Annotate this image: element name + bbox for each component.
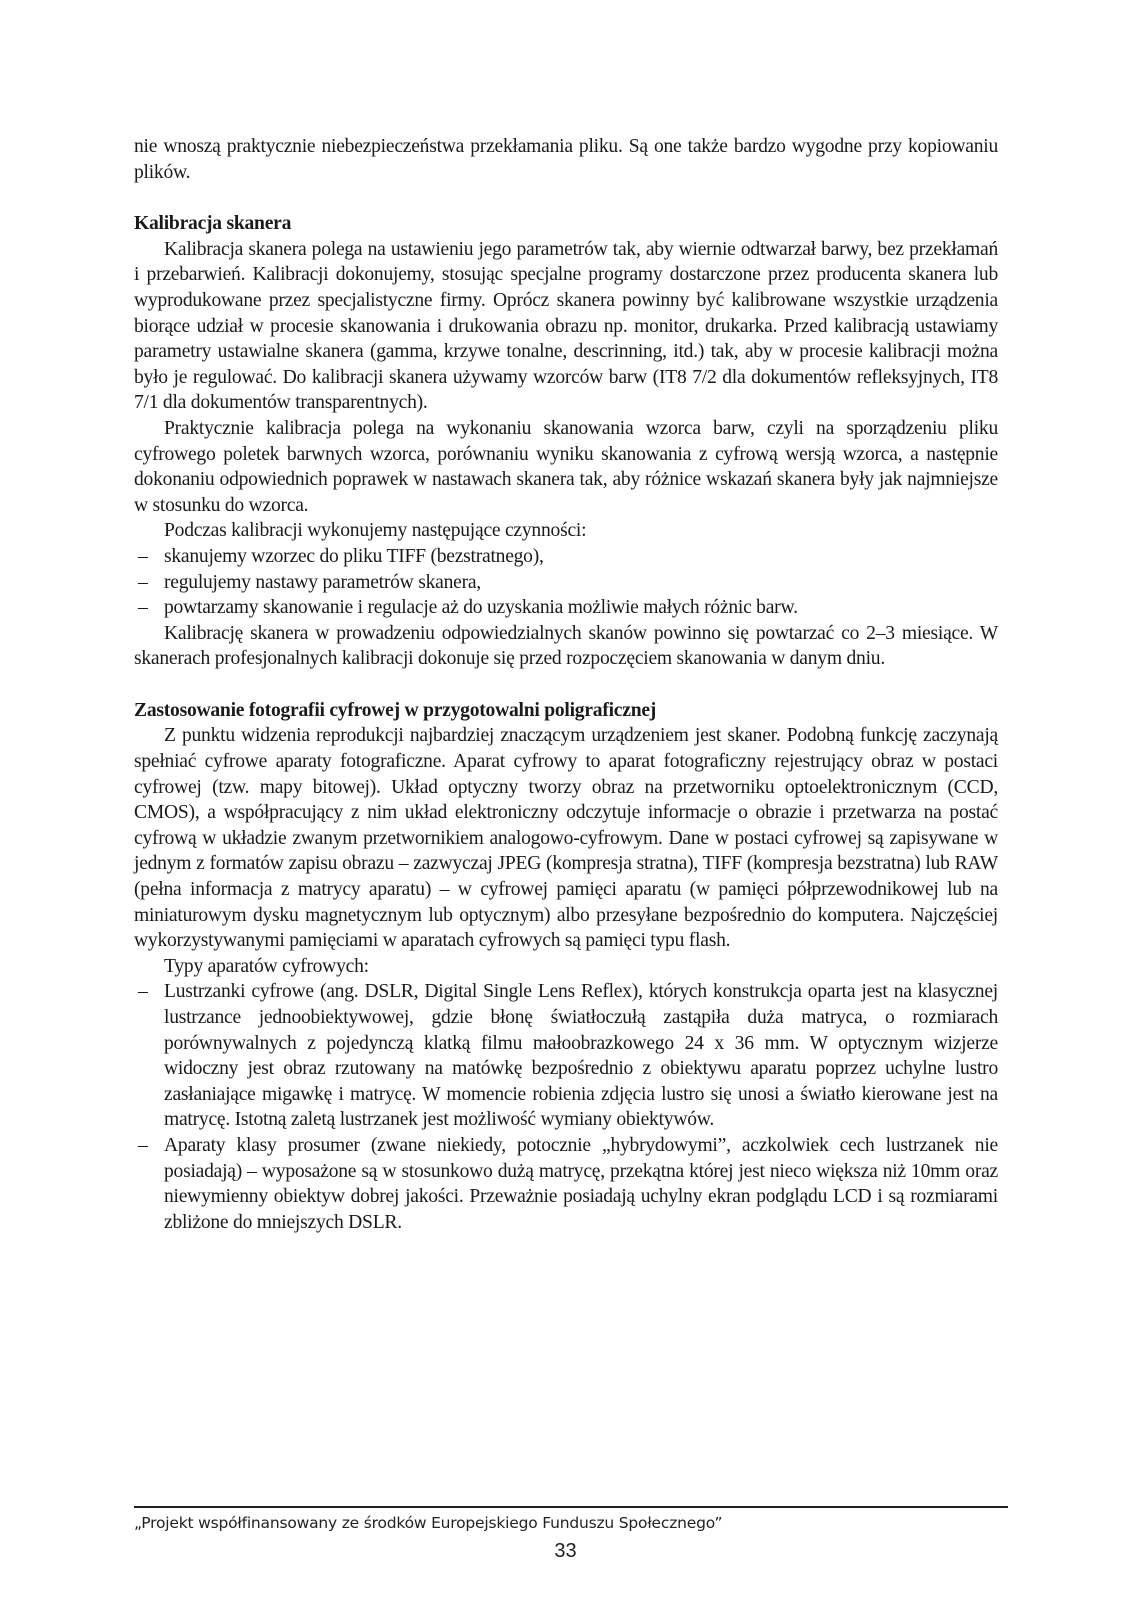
footer-funding-note: „Projekt współfinansowany ze środków Europejskiego Funduszu Społecznego” <box>134 1514 723 1532</box>
paragraph: Z punktu widzenia reprodukcji najbardziej znaczącym urządzeniem jest skaner. Podobną funkcję zaczynają spełniać cyfrowe aparaty fotograficzne. Aparat cyfrowy to aparat fotograficzny rejestrujący obraz w postaci cyfrowej (tzw. mapy bitowej). Układ optyczny tworzy obraz na przetworniku optoelektronicznym (CCD, CMOS), a współpracujący z nim układ elektroniczny odczytuje informacje o obrazie i przetwarza na postać cyfrową w układzie zwanym przetwornikiem analogowo-cyfrowym. Dane w postaci cyfrowej są zapisywane w jednym z formatów zapisu obrazu – zazwyczaj JPEG (kompresja stratna), TIFF (kompresja bezstratna) lub RAW (pełna informacja z matrycy aparatu) – w cyfrowej pamięci aparatu (w pamięci półprzewodnikowej lub na miniaturowym dysku magnetycznym lub optycznym) albo przesyłane bezpośrednio do komputera. Najczęściej wykorzystywanymi pamięciami w aparatach cyfrowych są pamięci typu flash. <box>134 725 998 952</box>
list-item: – Aparaty klasy prosumer (zwane niekiedy, potocznie „hybrydowymi”, aczkolwiek cech lustrzanek nie posiadają) – wyposażone są w stosunkowo dużą matrycę, przekątna której jest nieco większa niż 10mm oraz niewymienny obiektyw dobrej jakości. Przeważnie posiadają uchylny ekran podglądu LCD i są rozmiarami zbliżone do mniejszych DSLR. <box>138 1134 998 1233</box>
section-heading-calibration: Kalibracja skanera <box>134 213 292 235</box>
dash-bullet-icon: – <box>138 1134 148 1156</box>
paragraph: Kalibrację skanera w prowadzeniu odpowiedzialnych skanów powinno się powtarzać co 2–3 miesiące. W skanerach profesjonalnych kalibracji dokonuje się przed rozpoczęciem skanowania w danym dniu. <box>134 622 998 670</box>
intro-paragraph: nie wnoszą praktycznie niebezpieczeństwa przekłamania pliku. Są one także bardzo wygodne przy kopiowaniu plików. <box>134 136 998 183</box>
camera-types-list <box>134 979 998 1235</box>
spacer <box>134 672 998 698</box>
calibration-steps-list <box>134 544 998 621</box>
paragraph: Podczas kalibracji wykonujemy następujące czynności: <box>164 520 587 542</box>
footer-divider <box>134 1506 1008 1508</box>
list-item: – regulujemy nastawy parametrów skanera, <box>134 570 998 596</box>
document-body <box>134 134 998 1235</box>
spacer <box>134 185 998 211</box>
page-number: 33 <box>554 1540 577 1562</box>
dash-bullet-icon: – <box>138 545 148 567</box>
paragraph: Kalibracja skanera polega na ustawieniu jego parametrów tak, aby wiernie odtwarzał barwy, bez przekłamań i przebarwień. Kalibracji dokonujemy, stosując specjalne programy dostarczone przez producenta skanera lub wyprodukowane przez specjalistyczne firmy. Oprócz skanera powinny być kalibrowane wszystkie urządzenia biorące udział w procesie skanowania i drukowania obrazu np. monitor, drukarka. Przed kalibracją ustawiamy parametry ustawialne skanera (gamma, krzywe tonalne, descrinning, itd.) tak, aby w procesie kalibracji można było je regulować. Do kalibracji skanera używamy wzorców barw (IT8 7/2 dla dokumentów refleksyjnych, IT8 7/1 dla dokumentów transparentnych). <box>134 238 998 414</box>
list-item: – Lustrzanki cyfrowe (ang. DSLR, Digital Single Lens Reflex), których konstrukcja oparta jest na klasycznej lustrzance jednoobiektywowej, gdzie błonę światłoczułą zastąpiła duża matryca, o rozmiarach porównywalnych z pojedynczą klatką filmu małoobrazkowego 24 x 36 mm. W optycznym wizjerze widoczny jest obraz rzutowany na matówkę bezpośrednio z obiektywu aparatu poprzez uchylne lustro zasłaniające migawkę i matrycę. W momencie robienia zdjęcia lustro się unosi a światło kierowane jest na matrycę. Istotną zaletą lustrzanek jest możliwość wymiany obiektywów. <box>138 981 998 1131</box>
list-item: – powtarzamy skanowanie i regulacje aż do uzyskania możliwie małych różnic barw. <box>134 595 998 621</box>
dash-bullet-icon: – <box>138 981 148 1003</box>
dash-bullet-icon: – <box>138 597 148 619</box>
list-item: – skanujemy wzorzec do pliku TIFF (bezstratnego), <box>134 544 998 570</box>
section-heading-digital-photography: Zastosowanie fotografii cyfrowej w przygotowalni poligraficznej <box>134 699 657 721</box>
dash-bullet-icon: – <box>138 571 148 593</box>
paragraph: Praktycznie kalibracja polega na wykonaniu skanowania wzorca barw, czyli na sporządzeniu pliku cyfrowego poletek barwnych wzorca, porównaniu wyniku skanowania z cyfrową wersją wzorca, a następnie dokonaniu odpowiednich poprawek w nastawach skanera tak, aby różnice wskazań skanera były jak najmniejsze w stosunku do wzorca. <box>134 417 998 516</box>
paragraph: Typy aparatów cyfrowych: <box>164 955 369 977</box>
